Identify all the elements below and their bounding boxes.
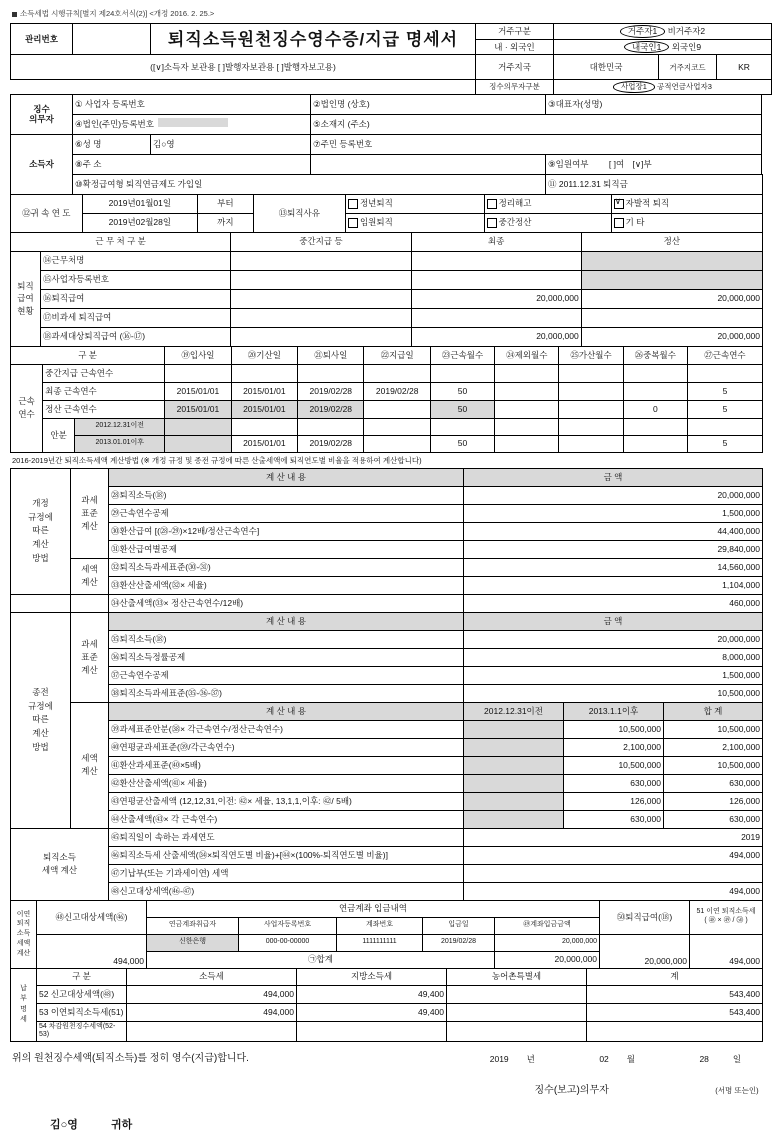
residency-options[interactable] [554, 24, 772, 40]
old-tax-row2-after[interactable]: 10,500,000 [564, 756, 664, 774]
service-row1-c8[interactable]: 5 [687, 382, 762, 400]
retire-reason-label: ⑬퇴직사유 [253, 194, 345, 232]
deferred-main-head: ㊽신고대상세액(㊻) [37, 900, 147, 934]
row-label-nontax: ⑰비과세 퇴직급여 [41, 308, 231, 327]
old-tax-row2-label: ㊶환산과세표준(㊵×5배) [109, 756, 464, 774]
earner-officer-yes[interactable]: [ ]여 [608, 158, 625, 169]
service-head-added: ㉕가산월수 [559, 346, 623, 364]
payment-row0-income[interactable]: 494,000 [127, 985, 297, 1003]
ibun-row1-c0 [165, 435, 231, 452]
account-amount[interactable]: 20,000,000 [495, 934, 600, 951]
account-number[interactable]: 1111111111 [337, 934, 423, 951]
checkbox-icon[interactable] [348, 218, 358, 228]
deferred-pay-value[interactable]: 20,000,000 [600, 934, 690, 968]
retirement-tax-calc-table [10, 828, 763, 901]
residency-label: 거주구분 [476, 24, 554, 40]
checkbox-icon[interactable] [348, 199, 358, 209]
payment-row1-income[interactable]: 494,000 [127, 1003, 297, 1021]
service-row1-c4[interactable]: 50 [430, 382, 494, 400]
tax-calc-row0-label: ㊺퇴직일이 속하는 과세연도 [109, 828, 464, 846]
payer-corpname-label: ②법인명 (상호) [311, 94, 546, 114]
final-head: 최종 [411, 232, 581, 251]
old-tax-row5-after[interactable]: 630,000 [564, 810, 664, 828]
tax-calc-row2-label: ㊼기납부(또는 기과세이연) 세액 [109, 864, 464, 882]
retire-side-label: 퇴직 급여 현황 [11, 251, 41, 346]
checkbox-icon[interactable] [487, 199, 497, 209]
country-label: 거주지국 [476, 55, 554, 80]
service-row2-c7[interactable]: 0 [623, 400, 687, 418]
payment-detail-table [10, 968, 763, 1043]
service-row0-c8[interactable] [687, 364, 762, 382]
earner-address-value[interactable] [311, 154, 546, 174]
ibun-row0-c5[interactable] [495, 418, 559, 435]
service-row1-c6[interactable] [559, 382, 623, 400]
service-head-div: 구 분 [11, 346, 165, 364]
payment-head-div: 구 분 [37, 968, 127, 985]
service-head-years: ㉗근속연수 [687, 346, 762, 364]
old-split-head2: 2013.1.1이후 [564, 702, 664, 720]
account-bizno[interactable]: 000-00-00000 [239, 934, 337, 951]
footer-day: 28 [699, 1053, 709, 1064]
payer-ceo-label: ③대표자(성명) [546, 94, 762, 114]
period-from-value[interactable]: 2019년01월01일 [82, 194, 198, 213]
old-rule-side-label: 종전 규정에 따른 계산 방법 [11, 612, 71, 828]
calc-method-notice: 2016-2019년간 퇴직소득세액 계산방법 (※ 개정 규정 및 종전 규정에 따른 산출세액에 퇴직연도별 비율을 적용하여 계산합니다) [12, 455, 422, 465]
earner-address-label: ⑧주 소 [73, 154, 311, 174]
row-settle-bizno [581, 270, 762, 289]
old-tax-row0-label: ㊴과세표준안분(㊳× 각근속연수/정산근속연수) [109, 720, 464, 738]
withholding-type-options[interactable] [554, 80, 772, 94]
ibun-row0-c7[interactable] [623, 418, 687, 435]
nationality-option-domestic[interactable]: 내국인1 [624, 41, 669, 54]
period-label: ⑫귀 속 연 도 [11, 194, 83, 232]
old-tax-row4-label: ㊸연평균산출세액 (12,12,31,이전: ㊷× 세율, 13,1,1,이후: ㊷/ 5배) [109, 792, 464, 810]
service-row2-c2: 2019/02/28 [298, 400, 364, 418]
old-tax-row0-after[interactable]: 10,500,000 [564, 720, 664, 738]
withholding-type-label: 징수의무자구분 [476, 80, 554, 94]
withholding-type-pension[interactable]: 공적연금사업자3 [657, 82, 712, 92]
period-from-suffix: 부터 [198, 194, 253, 213]
period-to-suffix: 까지 [198, 213, 253, 232]
payment-row0-total[interactable]: 543,400 [587, 985, 763, 1003]
old-row0-value[interactable]: 20,000,000 [464, 630, 763, 648]
old-tax-row4-total[interactable]: 126,000 [664, 792, 763, 810]
tax-calc-row0-value[interactable]: 2019 [464, 828, 763, 846]
page-subtitle: ([∨]소득자 보관용 [ ]발행자보관용 [ ]발행자보고용) [11, 55, 476, 80]
row-mid-retirepay[interactable] [231, 289, 411, 308]
old-tax-row3-after[interactable]: 630,000 [564, 774, 664, 792]
row-final-retirepay[interactable]: 20,000,000 [411, 289, 581, 308]
new-rule-side-cont [11, 594, 71, 612]
payment-head-total: 계 [587, 968, 763, 985]
mgmt-number-label: 관리번호 [11, 24, 73, 55]
ibun-row0-c1[interactable] [231, 418, 297, 435]
earner-name-label: ⑥성 명 [73, 134, 151, 154]
reason-option-0[interactable]: 정년퇴직 [345, 194, 484, 213]
ibun-row1-c3[interactable] [364, 435, 430, 452]
account-total-label: ㉠합계 [147, 951, 495, 968]
nationality-option-foreign[interactable]: 외국인9 [671, 41, 702, 52]
earner-residentno-label: ⑦주민 등록번호 [311, 134, 762, 154]
old-row2-value[interactable]: 1,500,000 [464, 666, 763, 684]
new-rule-tax-label: 세액 계산 [71, 558, 109, 594]
new-row3-label: ㉛환산급여별공제 [109, 540, 464, 558]
footer-block [10, 1048, 763, 1140]
new-row0-value[interactable]: 20,000,000 [464, 486, 763, 504]
new-tax-row0-value[interactable]: 1,104,000 [464, 576, 763, 594]
settle-head: 정산 [581, 232, 762, 251]
row-settle-retirepay: 20,000,000 [581, 289, 762, 308]
old-tax-row4-before [464, 792, 564, 810]
new-tax-row0-label: ㉝환산산출세액(㉜× 세율) [109, 576, 464, 594]
earner-2011-retirement-label: ⑪ 2011.12.31 퇴직금 [546, 174, 763, 194]
account-col0-head: 연금계좌취급자 [147, 917, 239, 934]
service-row0-c3[interactable] [364, 364, 430, 382]
row-label-taxable: ⑱과세대상퇴직급여 (⑯-⑰) [41, 327, 231, 346]
ibun-row1-c6[interactable] [559, 435, 623, 452]
ibun-row1-label: 2013.01.01이후 [75, 435, 165, 452]
residency-option-nonresident[interactable]: 비거주자2 [667, 26, 706, 36]
checkbox-checked-icon[interactable] [614, 199, 624, 209]
deferred-def-head: 51 이연 퇴직소득세 ( ㊽ × ㊾ / ㊿ ) [690, 900, 763, 934]
tax-calc-row2-value[interactable] [464, 864, 763, 882]
new-row2-label: ㉚환산급여 [(㉘-㉙)×12배/정산근속연수] [109, 522, 464, 540]
nationality-label: 내 · 외국인 [476, 39, 554, 55]
reason-option-1[interactable]: 정리해고 [484, 194, 611, 213]
footer-year: 2019 [489, 1053, 509, 1064]
new-row0-label: ㉘퇴직소득(⑱) [109, 486, 464, 504]
service-row0-c0[interactable] [165, 364, 231, 382]
tax-calc-row3-label: ㊽신고대상세액(㊻-㊼) [109, 882, 464, 900]
row-settle-workplace [581, 251, 762, 270]
payment-row1-farm[interactable] [447, 1003, 587, 1021]
old-tax-row4-after[interactable]: 126,000 [564, 792, 664, 810]
footer-month: 02 [599, 1053, 609, 1064]
service-row0-c6[interactable] [559, 364, 623, 382]
footer-year-unit: 년 [526, 1053, 535, 1064]
account-total-value[interactable]: 20,000,000 [495, 951, 600, 968]
account-head: 연금계좌 입금내역 [147, 900, 600, 917]
payment-head-local: 지방소득세 [297, 968, 447, 985]
old-rule-col2-head: 금 액 [464, 612, 763, 630]
service-row0-c5[interactable] [495, 364, 559, 382]
ibun-row0-c3[interactable] [364, 418, 430, 435]
ibun-row1-c7[interactable] [623, 435, 687, 452]
new-rule-side-label: 개정 규정에 따른 계산 방법 [11, 468, 71, 594]
old-tax-row1-after[interactable]: 2,100,000 [564, 738, 664, 756]
ibun-row0-c2[interactable] [298, 418, 364, 435]
payer-earner-block [10, 94, 763, 195]
service-side-label: 근속 연수 [11, 364, 43, 452]
new-tax-row1-label: ㉞산출세액(㉝× 정산근속연수/12배) [109, 594, 464, 612]
row-mid-bizno[interactable] [231, 270, 411, 289]
row-mid-taxable[interactable] [231, 327, 411, 346]
payer-bizno-label: ① 사업자 등록번호 [73, 94, 311, 114]
old-split-head1: 2012.12.31이전 [464, 702, 564, 720]
footer-receiver [10, 1112, 763, 1140]
service-head-leave: ㉑퇴사일 [298, 346, 364, 364]
service-years-table [10, 346, 763, 453]
row-final-taxable[interactable]: 20,000,000 [411, 327, 581, 346]
reason-option-5[interactable]: 기 타 [611, 213, 762, 232]
footer-day-unit: 일 [732, 1053, 742, 1064]
account-col4-head: ㊾계좌입금금액 [495, 917, 600, 934]
ibun-row1-c8[interactable]: 5 [687, 435, 762, 452]
deferred-main-value[interactable]: 494,000 [37, 934, 147, 968]
service-row1-c3[interactable]: 2019/02/28 [364, 382, 430, 400]
old-row3-label: ㊳퇴직소득과세표준(㉟-㊱-㊲) [109, 684, 464, 702]
ibun-row0-c6[interactable] [559, 418, 623, 435]
payment-row0-label: 52 신고대상세액(㊽) [37, 985, 127, 1003]
old-tax-row0-before [464, 720, 564, 738]
service-row2-c0: 2015/01/01 [165, 400, 231, 418]
earner-db-join-label: ⑩확정급여형 퇴직연금제도 가입일 [73, 174, 546, 194]
new-rule-col2-head: 금 액 [464, 468, 763, 486]
old-tax-row3-before [464, 774, 564, 792]
row-final-workplace[interactable] [411, 251, 581, 270]
reason-option-2[interactable]: ∨ 자발적 퇴직 [611, 194, 762, 213]
service-row2-c1: 2015/01/01 [231, 400, 297, 418]
old-tax-row5-total[interactable]: 630,000 [664, 810, 763, 828]
payer-corpno-label: ④법인(주민)등록번호 [73, 114, 311, 134]
new-row4-value[interactable]: 14,560,000 [464, 558, 763, 576]
payment-row2-local[interactable] [297, 1021, 447, 1042]
service-row2-c8[interactable]: 5 [687, 400, 762, 418]
old-tax-row2-before [464, 756, 564, 774]
service-head-months: ㉓근속월수 [430, 346, 494, 364]
payment-head-income: 소득세 [127, 968, 297, 985]
period-to-value[interactable]: 2019년02월28일 [82, 213, 198, 232]
new-row4-label: ㉜퇴직소득과세표준(㉚-㉛) [109, 558, 464, 576]
reason-option-4[interactable]: 중간정산 [484, 213, 611, 232]
workplace-div-head: 근 무 처 구 분 [11, 232, 231, 251]
payment-row1-label: 53 이연퇴직소득세(51) [37, 1003, 127, 1021]
footer-receiver-name: 김○영 [50, 1119, 78, 1132]
new-row1-label: ㉙근속연수공제 [109, 504, 464, 522]
row-final-nontax[interactable] [411, 308, 581, 327]
service-row0-c4[interactable] [430, 364, 494, 382]
service-row2-c3[interactable] [364, 400, 430, 418]
payment-row2-total[interactable] [587, 1021, 763, 1042]
row-mid-workplace[interactable] [231, 251, 411, 270]
service-row0-c2[interactable] [298, 364, 364, 382]
form-legal-note: 소득세법 시행규칙[별지 제24호서식(2)] <개정 2016. 2. 25.> [12, 8, 763, 19]
ibun-label: 안분 [43, 418, 75, 452]
payment-row0-farm[interactable] [447, 985, 587, 1003]
mid-pay-head: 중간지급 등 [231, 232, 411, 251]
earner-officer-label: ⑨임원여부 [ ]여 [∨]부 [546, 154, 762, 174]
deferred-def-value[interactable]: 494,000 [690, 934, 763, 968]
checkbox-icon[interactable] [614, 218, 624, 228]
service-row2-label: 정산 근속연수 [43, 400, 165, 418]
payment-row2-income[interactable] [127, 1021, 297, 1042]
checkbox-icon[interactable] [487, 218, 497, 228]
old-tax-row3-total[interactable]: 630,000 [664, 774, 763, 792]
old-row1-value[interactable]: 8,000,000 [464, 648, 763, 666]
old-tax-row5-before [464, 810, 564, 828]
ibun-row1-c4[interactable]: 50 [430, 435, 494, 452]
new-row1-value[interactable]: 1,500,000 [464, 504, 763, 522]
payer-address-label: ⑤소재지 (주소) [311, 114, 762, 134]
residency-option-resident[interactable]: 거주자1 [620, 25, 665, 38]
service-row0-c7[interactable] [623, 364, 687, 382]
payment-row2-label: 54 차감원천징수세액(52-53) [37, 1021, 127, 1042]
page-title: 퇴직소득원천징수영수증/지급 명세서 [151, 24, 476, 55]
service-head-start: ⑳기산일 [231, 346, 297, 364]
service-head-excluded: ㉔제외월수 [495, 346, 559, 364]
row-settle-taxable: 20,000,000 [581, 327, 762, 346]
service-row2-c6[interactable] [559, 400, 623, 418]
footer-statement: 위의 원천징수세액(퇴직소득)를 정히 영수(지급)합니다. [12, 1052, 249, 1064]
service-row1-c0[interactable]: 2015/01/01 [165, 382, 231, 400]
withholding-type-workplace[interactable]: 사업장1 [613, 81, 655, 92]
service-row1-c2[interactable]: 2019/02/28 [298, 382, 364, 400]
new-tax-row1-value[interactable]: 460,000 [464, 594, 763, 612]
account-col1-head: 사업자등록번호 [239, 917, 337, 934]
service-row0-c1[interactable] [231, 364, 297, 382]
reason-option-3[interactable]: 임원퇴직 [345, 213, 484, 232]
footer-month-unit: 월 [626, 1053, 635, 1064]
old-rule-base-label: 과세 표준 계산 [71, 612, 109, 702]
new-rule-table [10, 468, 763, 595]
service-row1-c7[interactable] [623, 382, 687, 400]
new-rule-tax-cont [71, 594, 109, 612]
title-block [10, 23, 772, 95]
ibun-row1-c5[interactable] [495, 435, 559, 452]
account-bank: 신한은행 [147, 934, 239, 951]
tax-calc-row1-value[interactable]: 494,000 [464, 846, 763, 864]
deferred-pay-head: ㊿퇴직급여(⑱) [600, 900, 690, 934]
footer-receiver-suffix: 귀하 [110, 1119, 133, 1132]
ibun-row0-label: 2012.12.31이전 [75, 418, 165, 435]
old-row3-value[interactable]: 10,500,000 [464, 684, 763, 702]
new-row3-value[interactable]: 29,840,000 [464, 540, 763, 558]
period-reason-block [10, 194, 763, 233]
new-rule-base-label: 과세 표준 계산 [71, 468, 109, 558]
old-row1-label: ㊱퇴직소득정률공제 [109, 648, 464, 666]
earner-officer-no[interactable]: [∨]부 [632, 158, 652, 169]
mgmt-number-value[interactable] [73, 24, 151, 55]
row-label-workplace: ⑭근무처명 [41, 251, 231, 270]
old-rule-table [10, 612, 763, 829]
payment-row2-farm[interactable] [447, 1021, 587, 1042]
old-tax-row3-label: ㊷환산산출세액(㊶× 세율) [109, 774, 464, 792]
footer-sign-note: (서명 또는인) [715, 1086, 759, 1096]
old-rule-tax-label: 세액 계산 [71, 702, 109, 828]
old-rule-col1-head: 계 산 내 용 [109, 612, 464, 630]
row-label-bizno: ⑮사업자등록번호 [41, 270, 231, 289]
account-col2-head: 계좌번호 [337, 917, 423, 934]
old-tax-row1-before [464, 738, 564, 756]
ibun-row0-c8[interactable] [687, 418, 762, 435]
service-head-join: ⑲입사일 [165, 346, 231, 364]
footer-signer-label: 징수(보고)의무자 [534, 1084, 609, 1096]
row-mid-nontax[interactable] [231, 308, 411, 327]
payment-head-farm: 농어촌특별세 [447, 968, 587, 985]
deferred-tax-table [10, 900, 763, 969]
ibun-row1-c2[interactable]: 2019/02/28 [298, 435, 364, 452]
service-row2-c5[interactable] [495, 400, 559, 418]
payment-row0-local[interactable]: 49,400 [297, 985, 447, 1003]
retirement-pay-table [10, 232, 763, 347]
old-tax-row2-total[interactable]: 10,500,000 [664, 756, 763, 774]
account-col3-head: 입금일 [423, 917, 495, 934]
country-value[interactable]: 대한민국 [554, 55, 659, 80]
new-row2-value[interactable]: 44,400,000 [464, 522, 763, 540]
ibun-row1-c1[interactable]: 2015/01/01 [231, 435, 297, 452]
service-head-paydate: ㉒지급일 [364, 346, 430, 364]
tax-calc-row1-label: ㊻퇴직소득세 산출세액(㉞×퇴직연도별 비율)+[㊹×(100%-퇴직연도별 비율)] [109, 846, 464, 864]
row-final-bizno[interactable] [411, 270, 581, 289]
old-tax-row0-total[interactable]: 10,500,000 [664, 720, 763, 738]
row-settle-nontax [581, 308, 762, 327]
service-row1-c1[interactable]: 2015/01/01 [231, 382, 297, 400]
country-code-value[interactable]: KR [717, 55, 772, 80]
payer-row-label: 징수 의무자 [11, 94, 73, 134]
payment-side-label: 납 부 명 세 [11, 968, 37, 1042]
old-row2-label: ㊲근속연수공제 [109, 666, 464, 684]
payment-row1-local[interactable]: 49,400 [297, 1003, 447, 1021]
old-tax-row1-label: ㊵연평균과세표준(㊴/각근속연수) [109, 738, 464, 756]
old-row0-label: ㉟퇴직소득(⑱) [109, 630, 464, 648]
country-code-label: 거주지코드 [659, 55, 717, 80]
payment-row1-total[interactable]: 543,400 [587, 1003, 763, 1021]
old-split-head0: 계 산 내 용 [109, 702, 464, 720]
bullet-square-icon [12, 12, 17, 17]
tax-calc-side-label: 퇴직소득 세액 계산 [11, 828, 109, 900]
row-label-retirepay: ⑯퇴직급여 [41, 289, 231, 308]
old-tax-row1-total[interactable]: 2,100,000 [664, 738, 763, 756]
old-tax-row5-label: ㊹산출세액(㊸× 각 근속연수) [109, 810, 464, 828]
service-row0-label: 중간지급 근속연수 [43, 364, 165, 382]
nationality-options[interactable] [554, 39, 772, 55]
ibun-row0-c0 [165, 418, 231, 435]
tax-calc-row3-value[interactable]: 494,000 [464, 882, 763, 900]
service-row2-c4: 50 [430, 400, 494, 418]
ibun-row0-c4[interactable] [430, 418, 494, 435]
new-rule-col1-head: 계 산 내 용 [109, 468, 464, 486]
old-split-head3: 합 계 [664, 702, 763, 720]
new-rule-extra [10, 594, 763, 613]
service-head-overlap: ㉖중복월수 [623, 346, 687, 364]
earner-row-label: 소득자 [11, 134, 73, 194]
service-row1-label: 최종 근속연수 [43, 382, 165, 400]
earner-name-value[interactable]: 김○영 [151, 134, 311, 154]
service-row1-c5[interactable] [495, 382, 559, 400]
deferred-side-label: 이연 퇴직 소득 세액 계산 [11, 900, 37, 968]
account-date[interactable]: 2019/02/28 [423, 934, 495, 951]
